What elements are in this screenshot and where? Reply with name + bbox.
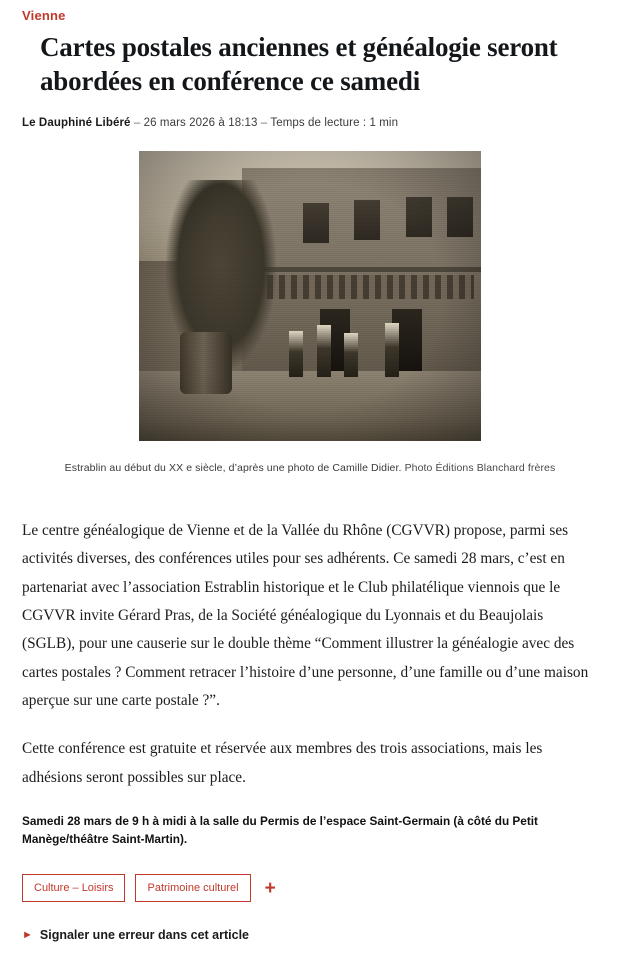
article-paragraph: Cette conférence est gratuite et réservée aux membres des trois associations, mais les adhésions seront possibles sur place. [22,740,543,786]
article-figure [22,151,598,476]
article-paragraph: Le centre généalogique de Vienne et de la Vallée du Rhône (CGVVR) propose, parmi ses activités diverses, des conférences utiles pour ses adhérents. Ce samedi 28 mars, c’est en partenariat avec l’association Estrablin historique et le Club philatélique viennois que le CGVVR invite Gérard Pras, de la Société généalogique du Lyonnais et du Beaujolais (SGLB), pour une causerie sur le double thème “Comment illustrer la généalogie avec des cartes postales ? Comment retracer l’histoire d’une personne, d’une famille ou d’une maison aperçue sur une carte postale ?”. [22,522,589,709]
tag-patrimoine-culturel[interactable]: Patrimoine culturel [135,874,250,902]
byline [22,117,598,129]
more-tags-button[interactable]: + [264,877,276,899]
byline-separator-2: – [260,116,268,129]
tag-culture-loisirs[interactable]: Culture – Loisirs [22,874,125,902]
report-error-label: Signaler une erreur dans cet article [39,928,250,943]
figure-credit: Photo Éditions Blanchard frères [404,461,556,474]
page-title: Cartes postales anciennes et généalogie seront abordées en conférence ce samedi [40,32,558,96]
report-error-link[interactable] [22,928,598,942]
byline-source: Le Dauphiné Libéré [22,116,131,129]
article-body [22,517,598,792]
byline-reading-time: Temps de lecture : 1 min [270,116,399,129]
byline-separator-1: – [133,116,141,129]
article-kicker[interactable]: Vienne [22,8,66,23]
play-triangle-icon: ► [22,928,33,941]
photo-vignette [139,151,481,441]
figure-caption [22,461,598,476]
tag-list [22,874,598,902]
figure-caption-text: Estrablin au début du XX e siècle, d’après une photo de Camille Didier. [64,461,402,474]
practical-info: Samedi 28 mars de 9 h à midi à la salle du Permis de l’espace Saint-Germain (à côté du Petit Manège/théâtre Saint-Martin). [22,813,538,847]
article-page [0,8,620,964]
article-photo [139,151,481,441]
byline-date: 26 mars 2026 à 18:13 [143,116,258,129]
